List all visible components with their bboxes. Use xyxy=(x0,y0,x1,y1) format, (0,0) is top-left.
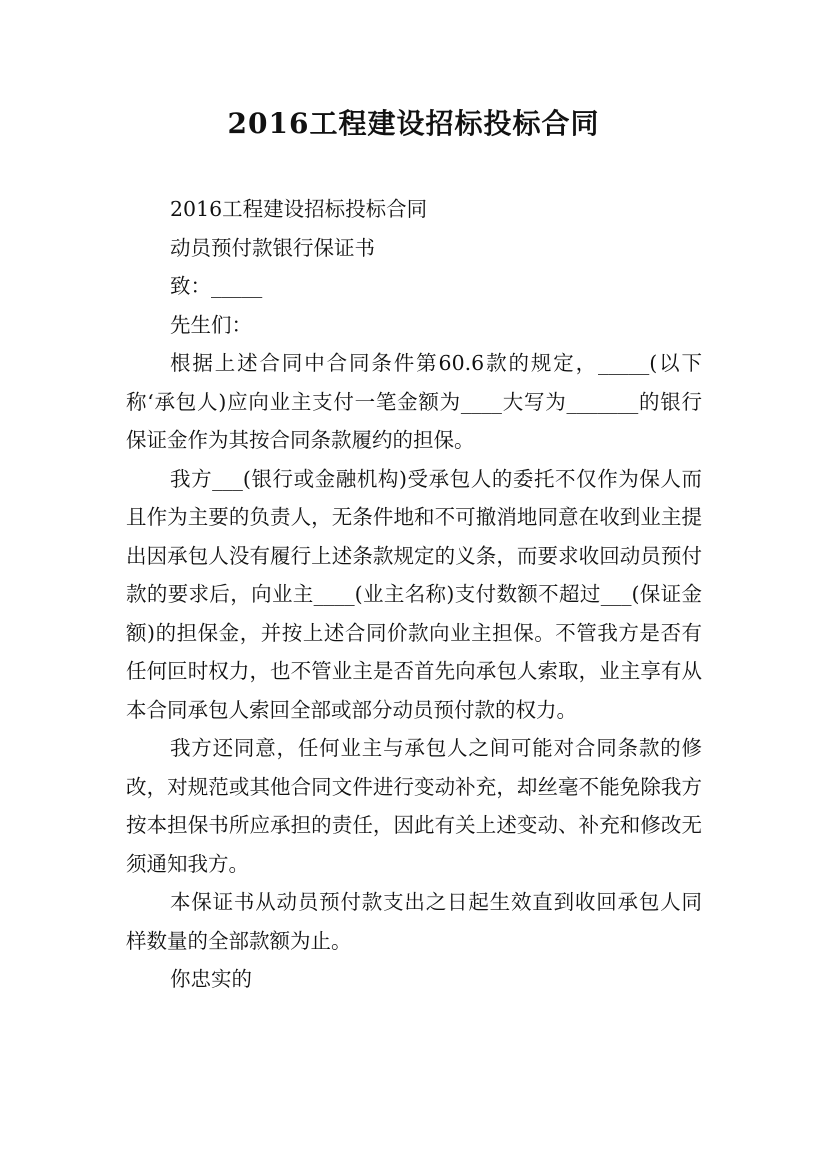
salutation: 先生们： xyxy=(170,312,252,337)
paragraph-basis: 根据上述合同中合同条件第60.6款的规定，_____(以下称‘承包人)应向业主支付一笔金额为____大写为_______的银行保证金作为其按合同条款履约的担保。 xyxy=(126,351,702,452)
subtitle-line: 2016工程建设招标投标合同 xyxy=(170,197,428,221)
paragraph-validity: 本保证书从动员预付款支出之日起生效直到收回承包人同样数量的全部款额为止。 xyxy=(126,890,702,953)
document-body xyxy=(126,190,702,999)
paragraph-guarantee: 我方___(银行或金融机构)受承包人的委托不仅作为保人而且作为主要的负责人，无条件地和不可撤消地同意在收到业主提出因承包人没有履行上述条款规定的义条，而要求收回动员预付款的要求后，向业主____(业主名称)支付数额不超过___(保证金额)的担保金，并按上述合同价款向业主担保。不管我方是否有任何叵时权力，也不管业主是否首先向承包人索取，业主享有从本合同承包人索回全部或部分动员预付款的权力。 xyxy=(126,466,702,722)
paragraph-agreement: 我方还同意，任何业主与承包人之间可能对合同条款的修改，对规范或其他合同文件进行变动补充，却丝毫不能免除我方按本担保书所应承担的责任，因此有关上述变动、补充和修改无须通知我方。 xyxy=(126,736,702,876)
closing-line: 你忠实的 xyxy=(170,967,252,991)
document-title: 2016工程建设招标投标合同 xyxy=(227,107,600,140)
addressee-line: 致：_____ xyxy=(170,274,263,298)
guarantee-heading: 动员预付款银行保证书 xyxy=(170,235,375,260)
